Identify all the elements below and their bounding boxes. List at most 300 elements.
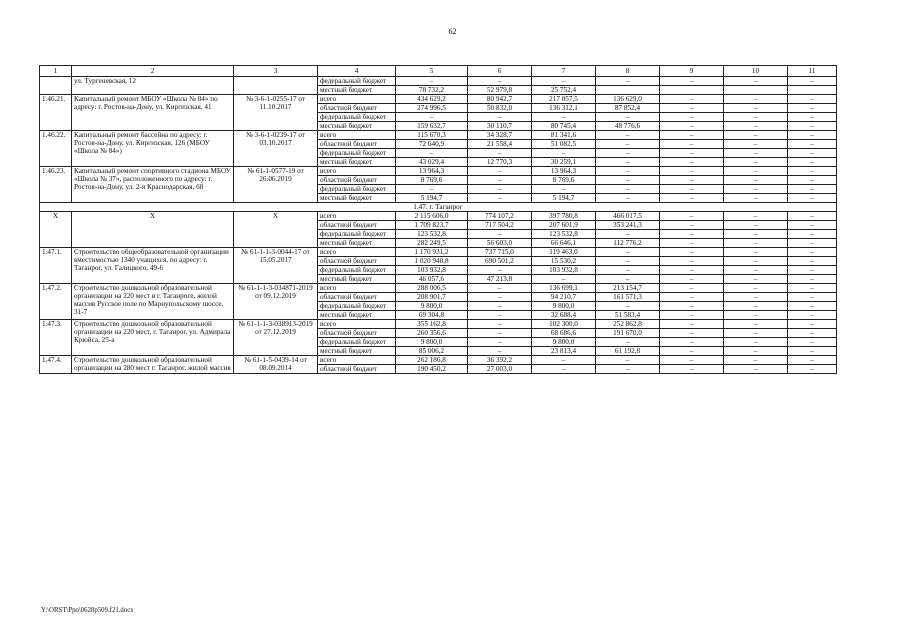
amount-cell: 136 312,1 xyxy=(532,104,596,113)
column-header: 8 xyxy=(596,66,660,77)
item-number: 1.47.1. xyxy=(40,248,72,284)
amount-cell: – xyxy=(788,149,837,158)
amount-cell: – xyxy=(532,185,596,194)
column-header: 3 xyxy=(234,66,318,77)
amount-cell: – xyxy=(660,185,724,194)
item-name: Х xyxy=(72,212,234,248)
amount-cell: – xyxy=(788,320,837,329)
amount-cell: – xyxy=(396,77,468,86)
section-title-row xyxy=(40,203,837,212)
amount-cell: 159 632,7 xyxy=(396,122,468,131)
funding-source: федеральный бюджет xyxy=(318,185,396,194)
amount-cell: 32 688,4 xyxy=(532,311,596,320)
item-name: Строительство дошкольной образовательной организации на 220 мест в г. Таганроге, жилой массив Русское поле по Мариупольскому шоссе, 31-7 xyxy=(72,284,234,320)
amount-cell: – xyxy=(788,230,837,239)
amount-cell: 9 800,0 xyxy=(532,338,596,347)
amount-cell: – xyxy=(468,293,532,302)
amount-cell: – xyxy=(660,347,724,356)
amount-cell: – xyxy=(724,77,788,86)
column-header: 5 xyxy=(396,66,468,77)
amount-cell: – xyxy=(660,221,724,230)
amount-cell: – xyxy=(660,122,724,131)
amount-cell: – xyxy=(596,365,660,374)
column-header: 1 xyxy=(40,66,72,77)
funding-source: всего xyxy=(318,248,396,257)
amount-cell: – xyxy=(660,257,724,266)
amount-cell: 103 932,8 xyxy=(532,266,596,275)
amount-cell: 94 210,7 xyxy=(532,293,596,302)
amount-cell: – xyxy=(660,248,724,257)
amount-cell: – xyxy=(724,329,788,338)
table-row xyxy=(40,248,837,257)
funding-source: областной бюджет xyxy=(318,176,396,185)
amount-cell xyxy=(660,86,724,95)
amount-cell: 103 932,8 xyxy=(396,266,468,275)
amount-cell: 51 082,5 xyxy=(532,140,596,149)
amount-cell: – xyxy=(660,284,724,293)
amount-cell: – xyxy=(596,113,660,122)
amount-cell: – xyxy=(724,365,788,374)
funding-source: всего xyxy=(318,356,396,365)
funding-source: областной бюджет xyxy=(318,104,396,113)
amount-cell: – xyxy=(660,194,724,203)
funding-source: всего xyxy=(318,320,396,329)
amount-cell: 5 194,7 xyxy=(396,194,468,203)
amount-cell: – xyxy=(788,302,837,311)
amount-cell: 123 532,8 xyxy=(396,230,468,239)
document-ref: № 3-6-1-0255-17 от 11.10.2017 xyxy=(234,95,318,131)
amount-cell: 56 603,0 xyxy=(468,239,532,248)
amount-cell: – xyxy=(468,329,532,338)
item-number: 1.46.22. xyxy=(40,131,72,167)
table-row xyxy=(40,320,837,329)
amount-cell: – xyxy=(660,176,724,185)
amount-cell: – xyxy=(596,158,660,167)
funding-source: местный бюджет xyxy=(318,86,396,95)
amount-cell: – xyxy=(396,149,468,158)
amount-cell: 1 020 940,8 xyxy=(396,257,468,266)
amount-cell: – xyxy=(596,167,660,176)
amount-cell: – xyxy=(724,131,788,140)
amount-cell: 72 640,9 xyxy=(396,140,468,149)
amount-cell: – xyxy=(724,176,788,185)
amount-cell: 119 463,0 xyxy=(532,248,596,257)
item-name: Строительство общеобразовательной организации вместимостью 1340 учащихся, по адресу: г. Таганрог, ул. Галицкого, 49-6 xyxy=(72,248,234,284)
item-number: 1.46.21. xyxy=(40,95,72,131)
amount-cell: 8 769,6 xyxy=(532,176,596,185)
amount-cell: 46 057,6 xyxy=(396,275,468,284)
amount-cell: – xyxy=(596,131,660,140)
funding-source: федеральный бюджет xyxy=(318,266,396,275)
amount-cell: 282 249,5 xyxy=(396,239,468,248)
amount-cell: – xyxy=(788,167,837,176)
document-ref: № 61-1-5-0439-14 от 08.09.2014 xyxy=(234,356,318,374)
amount-cell: 51 583,4 xyxy=(596,311,660,320)
amount-cell: 102 300,0 xyxy=(532,320,596,329)
amount-cell: – xyxy=(724,284,788,293)
amount-cell: 5 194,7 xyxy=(532,194,596,203)
amount-cell: 21 558,4 xyxy=(468,140,532,149)
amount-cell: – xyxy=(724,230,788,239)
amount-cell: – xyxy=(660,239,724,248)
amount-cell: – xyxy=(788,266,837,275)
amount-cell: – xyxy=(724,140,788,149)
amount-cell: – xyxy=(468,194,532,203)
page-number: 62 xyxy=(448,27,457,36)
amount-cell: 87 852,4 xyxy=(596,104,660,113)
amount-cell: – xyxy=(724,113,788,122)
amount-cell: – xyxy=(468,167,532,176)
document-ref: № 3-6-1-0239-17 от 03.10.2017 xyxy=(234,131,318,167)
funding-source: федеральный бюджет xyxy=(318,230,396,239)
amount-cell: – xyxy=(788,140,837,149)
amount-cell: – xyxy=(596,356,660,365)
amount-cell: – xyxy=(532,356,596,365)
amount-cell: – xyxy=(660,302,724,311)
amount-cell: – xyxy=(724,311,788,320)
column-header: 11 xyxy=(788,66,837,77)
amount-cell: – xyxy=(468,320,532,329)
amount-cell: – xyxy=(788,329,837,338)
funding-source: местный бюджет xyxy=(318,275,396,284)
amount-cell: – xyxy=(596,257,660,266)
amount-cell: – xyxy=(468,347,532,356)
amount-cell: 25 752,4 xyxy=(532,86,596,95)
amount-cell: 68 686,6 xyxy=(532,329,596,338)
amount-cell: 8 769,6 xyxy=(396,176,468,185)
amount-cell: – xyxy=(532,113,596,122)
amount-cell: – xyxy=(596,266,660,275)
amount-cell: – xyxy=(532,275,596,284)
amount-cell: 774 107,2 xyxy=(468,212,532,221)
table-row xyxy=(40,131,837,140)
column-header: 7 xyxy=(532,66,596,77)
amount-cell: – xyxy=(788,158,837,167)
amount-cell: – xyxy=(788,275,837,284)
funding-source: областной бюджет xyxy=(318,329,396,338)
amount-cell: – xyxy=(724,104,788,113)
amount-cell: 2 115 606,0 xyxy=(396,212,468,221)
amount-cell: – xyxy=(724,149,788,158)
amount-cell: 80 745,4 xyxy=(532,122,596,131)
amount-cell: 30 110,7 xyxy=(468,122,532,131)
funding-source: местный бюджет xyxy=(318,347,396,356)
funding-source: федеральный бюджет xyxy=(318,113,396,122)
amount-cell: – xyxy=(788,176,837,185)
amount-cell: – xyxy=(596,302,660,311)
amount-cell: – xyxy=(532,77,596,86)
amount-cell: – xyxy=(660,275,724,284)
amount-cell: 191 670,0 xyxy=(596,329,660,338)
amount-cell: 23 813,4 xyxy=(532,347,596,356)
amount-cell: – xyxy=(596,140,660,149)
amount-cell: – xyxy=(468,230,532,239)
amount-cell: – xyxy=(660,320,724,329)
amount-cell: – xyxy=(596,185,660,194)
item-name: Капитальный ремонт МБОУ «Школа № 84» по адресу: г. Ростов-на-Дону, ул. Киргизская, 41 xyxy=(72,95,234,131)
amount-cell: – xyxy=(532,365,596,374)
amount-cell: – xyxy=(788,293,837,302)
amount-cell: – xyxy=(724,248,788,257)
amount-cell: – xyxy=(788,239,837,248)
amount-cell: 397 780,8 xyxy=(532,212,596,221)
amount-cell: – xyxy=(788,104,837,113)
amount-cell: – xyxy=(468,113,532,122)
amount-cell: 13 964,3 xyxy=(396,167,468,176)
amount-cell: – xyxy=(396,113,468,122)
amount-cell xyxy=(724,86,788,95)
funding-source: областной бюджет xyxy=(318,293,396,302)
funding-source: местный бюджет xyxy=(318,122,396,131)
amount-cell: 355 162,8 xyxy=(396,320,468,329)
amount-cell: – xyxy=(660,140,724,149)
item-name: Строительство дошкольной образовательной организации на 220 мест, г. Таганрог, ул. Адмирала Крюйса, 25-а xyxy=(72,320,234,356)
amount-cell: 85 006,2 xyxy=(396,347,468,356)
funding-source: областной бюджет xyxy=(318,365,396,374)
table-row xyxy=(40,95,837,104)
amount-cell: – xyxy=(660,113,724,122)
item-name: Строительство дошкольной образовательной организации на 280 мест г. Таганрог, жилой массив xyxy=(72,356,234,374)
amount-cell: – xyxy=(724,302,788,311)
amount-cell: 61 192,8 xyxy=(596,347,660,356)
amount-cell: 12 770,3 xyxy=(468,158,532,167)
amount-cell: 80 942,7 xyxy=(468,95,532,104)
amount-cell: – xyxy=(660,293,724,302)
amount-cell: – xyxy=(724,212,788,221)
item-number: 1.46.23. xyxy=(40,167,72,203)
amount-cell: – xyxy=(788,347,837,356)
amount-cell: – xyxy=(660,329,724,338)
table-row xyxy=(40,167,837,176)
amount-cell: 123 532,8 xyxy=(532,230,596,239)
amount-cell: – xyxy=(660,212,724,221)
amount-cell: – xyxy=(596,275,660,284)
item-number: Х xyxy=(40,212,72,248)
column-header: 10 xyxy=(724,66,788,77)
amount-cell: – xyxy=(660,131,724,140)
amount-cell: – xyxy=(660,95,724,104)
table-row xyxy=(40,77,837,86)
funding-source: федеральный бюджет xyxy=(318,302,396,311)
amount-cell: 115 670,3 xyxy=(396,131,468,140)
amount-cell: 52 979,8 xyxy=(468,86,532,95)
amount-cell: 9 800,0 xyxy=(396,302,468,311)
item-number xyxy=(40,77,72,95)
amount-cell: – xyxy=(788,77,837,86)
amount-cell: 66 646,1 xyxy=(532,239,596,248)
amount-cell: – xyxy=(596,77,660,86)
column-header: 6 xyxy=(468,66,532,77)
amount-cell: – xyxy=(468,338,532,347)
funding-source: областной бюджет xyxy=(318,257,396,266)
amount-cell: 274 996,5 xyxy=(396,104,468,113)
funding-source: федеральный бюджет xyxy=(318,77,396,86)
amount-cell: – xyxy=(788,185,837,194)
amount-cell: 262 186,8 xyxy=(396,356,468,365)
amount-cell: – xyxy=(724,167,788,176)
amount-cell: – xyxy=(468,185,532,194)
item-number: 1.47.2. xyxy=(40,284,72,320)
amount-cell: 78 732,2 xyxy=(396,86,468,95)
amount-cell: – xyxy=(724,266,788,275)
amount-cell: – xyxy=(724,356,788,365)
amount-cell: 207 601,9 xyxy=(532,221,596,230)
amount-cell: – xyxy=(660,356,724,365)
amount-cell: – xyxy=(724,194,788,203)
amount-cell: 30 259,1 xyxy=(532,158,596,167)
amount-cell: – xyxy=(468,149,532,158)
amount-cell: – xyxy=(660,311,724,320)
document-ref: № 61-1-1-3-034871-2019 от 09.12.2019 xyxy=(234,284,318,320)
amount-cell: 466 017,5 xyxy=(596,212,660,221)
funding-source: федеральный бюджет xyxy=(318,338,396,347)
amount-cell: – xyxy=(788,338,837,347)
document-ref: Х xyxy=(234,212,318,248)
funding-source: местный бюджет xyxy=(318,311,396,320)
amount-cell: – xyxy=(660,158,724,167)
funding-source: всего xyxy=(318,284,396,293)
amount-cell: 136 629,0 xyxy=(596,95,660,104)
amount-cell: – xyxy=(468,77,532,86)
amount-cell: – xyxy=(660,167,724,176)
table-row xyxy=(40,212,837,221)
amount-cell: – xyxy=(596,230,660,239)
amount-cell: 9 800,0 xyxy=(396,338,468,347)
amount-cell: 161 571,3 xyxy=(596,293,660,302)
amount-cell: 434 629,2 xyxy=(396,95,468,104)
funding-source: федеральный бюджет xyxy=(318,149,396,158)
amount-cell: – xyxy=(788,194,837,203)
funding-source: местный бюджет xyxy=(318,158,396,167)
amount-cell: – xyxy=(788,221,837,230)
column-header: 2 xyxy=(72,66,234,77)
funding-source: областной бюджет xyxy=(318,140,396,149)
amount-cell: – xyxy=(788,365,837,374)
amount-cell: – xyxy=(396,185,468,194)
amount-cell: – xyxy=(788,113,837,122)
funding-source: всего xyxy=(318,95,396,104)
amount-cell: – xyxy=(596,248,660,257)
amount-cell: – xyxy=(468,176,532,185)
amount-cell: 208 901,7 xyxy=(396,293,468,302)
funding-source: областной бюджет xyxy=(318,221,396,230)
amount-cell: – xyxy=(660,149,724,158)
item-number: 1.47.4. xyxy=(40,356,72,374)
amount-cell: – xyxy=(724,320,788,329)
amount-cell: 717 504,2 xyxy=(468,221,532,230)
amount-cell: – xyxy=(788,212,837,221)
amount-cell: – xyxy=(788,131,837,140)
amount-cell: – xyxy=(468,311,532,320)
amount-cell: 112 776,2 xyxy=(596,239,660,248)
amount-cell: 47 213,8 xyxy=(468,275,532,284)
section-title: 1.47. г. Таганрог xyxy=(40,203,837,212)
amount-cell: – xyxy=(724,257,788,266)
amount-cell: 190 450,2 xyxy=(396,365,468,374)
item-name: Капитальный ремонт бассейна по адресу: г. Ростов-на-Дону, ул. Киргизская, 126 (МБОУ «Школа № 84») xyxy=(72,131,234,167)
amount-cell: 36 392,2 xyxy=(468,356,532,365)
amount-cell: 1 170 931,2 xyxy=(396,248,468,257)
column-header: 9 xyxy=(660,66,724,77)
amount-cell: – xyxy=(468,266,532,275)
item-number: 1.47.3. xyxy=(40,320,72,356)
amount-cell: 136 699,1 xyxy=(532,284,596,293)
amount-cell: – xyxy=(468,302,532,311)
amount-cell: – xyxy=(788,356,837,365)
amount-cell: 34 328,7 xyxy=(468,131,532,140)
funding-source: местный бюджет xyxy=(318,194,396,203)
amount-cell: 81 341,6 xyxy=(532,131,596,140)
amount-cell: – xyxy=(660,266,724,275)
budget-table xyxy=(39,65,837,374)
amount-cell: 27 003,0 xyxy=(468,365,532,374)
amount-cell: 69 304,8 xyxy=(396,311,468,320)
amount-cell: 48 776,6 xyxy=(596,122,660,131)
amount-cell: – xyxy=(724,122,788,131)
amount-cell: – xyxy=(724,95,788,104)
amount-cell: 217 057,5 xyxy=(532,95,596,104)
item-name: Капитальный ремонт спортивного стадиона МБОУ «Школа № 37», расположенного по адресу: г. Ростов-на-Дону, ул. 2-я Краснодарская, 68 xyxy=(72,167,234,203)
amount-cell: 13 964,3 xyxy=(532,167,596,176)
amount-cell: – xyxy=(724,338,788,347)
amount-cell: – xyxy=(596,338,660,347)
amount-cell: – xyxy=(724,293,788,302)
amount-cell: – xyxy=(660,104,724,113)
column-header: 4 xyxy=(318,66,396,77)
amount-cell: 288 006,5 xyxy=(396,284,468,293)
amount-cell xyxy=(596,86,660,95)
funding-source: местный бюджет xyxy=(318,239,396,248)
amount-cell: – xyxy=(660,77,724,86)
amount-cell: 252 862,8 xyxy=(596,320,660,329)
amount-cell: 260 356,6 xyxy=(396,329,468,338)
document-ref xyxy=(234,77,318,95)
amount-cell: – xyxy=(788,248,837,257)
amount-cell: – xyxy=(724,239,788,248)
amount-cell: – xyxy=(788,95,837,104)
header-row xyxy=(40,66,837,77)
amount-cell: – xyxy=(724,158,788,167)
amount-cell: – xyxy=(660,230,724,239)
amount-cell: 1 709 823,7 xyxy=(396,221,468,230)
amount-cell: – xyxy=(788,257,837,266)
amount-cell: – xyxy=(468,284,532,293)
amount-cell: 737 715,0 xyxy=(468,248,532,257)
table-row xyxy=(40,356,837,365)
amount-cell: 353 241,3 xyxy=(596,221,660,230)
amount-cell xyxy=(788,86,837,95)
amount-cell: – xyxy=(596,176,660,185)
amount-cell: – xyxy=(724,221,788,230)
funding-source: всего xyxy=(318,167,396,176)
amount-cell: 690 501,2 xyxy=(468,257,532,266)
funding-source: всего xyxy=(318,212,396,221)
amount-cell: – xyxy=(532,149,596,158)
amount-cell: – xyxy=(724,275,788,284)
item-name: ул. Тургеневская, 12 xyxy=(72,77,234,95)
amount-cell: 9 800,0 xyxy=(532,302,596,311)
funding-source: всего xyxy=(318,131,396,140)
amount-cell: 43 029,4 xyxy=(396,158,468,167)
file-path-footer: Y:\ORST\Ppo\0628p509.f21.docx xyxy=(41,607,134,614)
amount-cell: 50 832,0 xyxy=(468,104,532,113)
document-ref: № 61-1-1-3-0044-17 от 15.05.2017 xyxy=(234,248,318,284)
amount-cell: – xyxy=(724,185,788,194)
amount-cell: – xyxy=(788,122,837,131)
amount-cell: 213 154,7 xyxy=(596,284,660,293)
amount-cell: 15 530,2 xyxy=(532,257,596,266)
document-ref: № 61-1-0577-19 от 26.06.2019 xyxy=(234,167,318,203)
